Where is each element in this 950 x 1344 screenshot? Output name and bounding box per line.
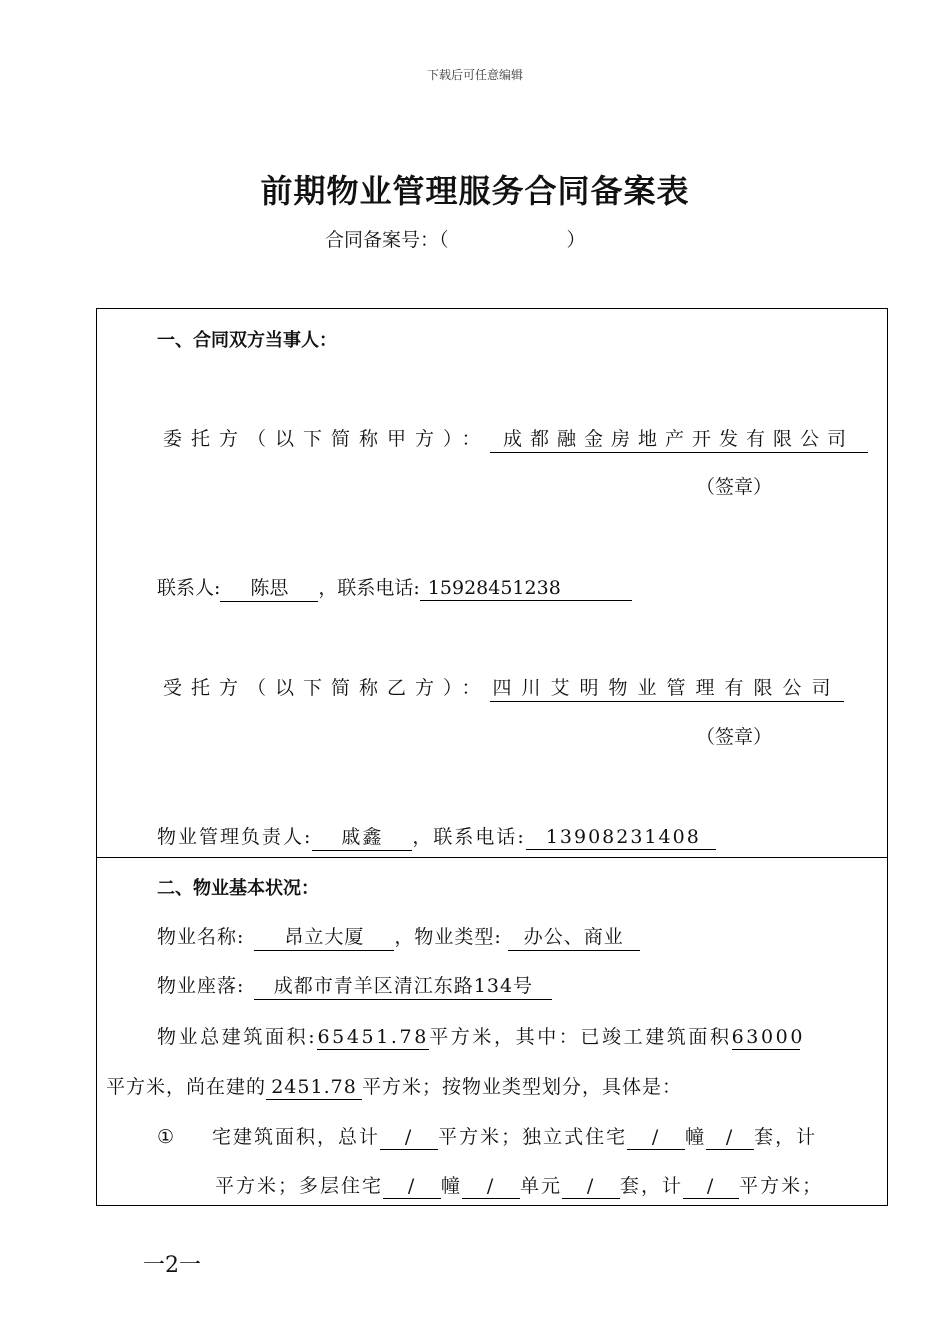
manager-phone-label: ，联系电话: bbox=[412, 826, 526, 848]
header-note: 下载后可任意编辑 bbox=[426, 68, 523, 82]
item1-detached-units: / bbox=[706, 1126, 754, 1150]
total-area-label: 物业总建筑面积: bbox=[157, 1026, 318, 1048]
property-location-label: 物业座落: bbox=[157, 975, 245, 997]
item1-line2-d: 套，计 bbox=[620, 1175, 684, 1197]
item1-text-c: 幢 bbox=[685, 1126, 707, 1148]
manager-phone: 13908231408 bbox=[526, 826, 716, 850]
area-detail-row bbox=[106, 1072, 682, 1100]
record-number-label: 合同备案号： bbox=[325, 229, 440, 251]
seal-a: （签章） bbox=[696, 476, 773, 498]
property-name-value: 昂立大厦 bbox=[254, 922, 394, 951]
seal-b: （签章） bbox=[696, 726, 773, 748]
contact-row bbox=[157, 573, 632, 602]
total-area-unit: 平方米，其中：已竣工建筑面积 bbox=[429, 1026, 732, 1048]
multi-storey-sections: / bbox=[462, 1175, 520, 1199]
property-name-label: 物业名称: bbox=[157, 926, 245, 948]
party-b-name: 四川艾明物业管理有限公司 bbox=[490, 673, 844, 702]
item1-line2-b: 幢 bbox=[441, 1175, 463, 1197]
total-area-value: 65451.78 bbox=[317, 1026, 429, 1048]
contact-phone: 15928451238 bbox=[420, 577, 632, 601]
area-detail-unit: 平方米，尚在建的 bbox=[106, 1076, 267, 1098]
property-name-row bbox=[157, 922, 640, 951]
item1-total-blank: / bbox=[380, 1126, 438, 1150]
area-detail-tail: 平方米；按物业类型划分，具体是： bbox=[362, 1076, 683, 1098]
item1-text-d: 套，计 bbox=[754, 1126, 818, 1148]
completed-area-value: 63000 bbox=[731, 1026, 806, 1048]
manager-name: 戚鑫 bbox=[312, 822, 412, 851]
party-a-label: 委托方（以下简称甲方）： bbox=[163, 428, 490, 450]
building-area-value: 2451.78 bbox=[266, 1076, 362, 1100]
property-location-row bbox=[157, 971, 552, 1000]
item1-line2-row bbox=[215, 1171, 823, 1199]
item1-line2-c: 单元 bbox=[520, 1175, 563, 1197]
property-location-value: 成都市青羊区清江东路134号 bbox=[254, 971, 552, 1000]
party-a-row bbox=[163, 424, 868, 453]
contact-name: 陈思 bbox=[220, 573, 318, 602]
record-number-open: （ bbox=[439, 229, 449, 251]
party-b-label: 受托方（以下简称乙方）： bbox=[163, 677, 490, 699]
record-number-close: ） bbox=[566, 229, 586, 251]
section-divider bbox=[96, 857, 888, 858]
section1-heading: 一、合同双方当事人： bbox=[157, 330, 337, 351]
party-b-row bbox=[163, 673, 844, 702]
multi-storey-area: / bbox=[683, 1175, 739, 1199]
record-number bbox=[325, 225, 586, 252]
contact-phone-label: ，联系电话: bbox=[318, 577, 420, 599]
multi-storey-units: / bbox=[562, 1175, 620, 1199]
item1-detached-buildings: / bbox=[627, 1126, 685, 1150]
manager-label: 物业管理负责人: bbox=[157, 826, 313, 848]
item1-text-b: 平方米；独立式住宅 bbox=[438, 1126, 628, 1148]
property-type-label: ，物业类型: bbox=[394, 926, 502, 948]
contact-label: 联系人: bbox=[157, 577, 221, 599]
item1-line2-e: 平方米； bbox=[739, 1175, 824, 1197]
item1-row bbox=[157, 1122, 817, 1150]
property-type-value: 办公、商业 bbox=[508, 922, 640, 951]
manager-row bbox=[157, 822, 716, 851]
total-area-row bbox=[157, 1022, 806, 1050]
item1-line2-a: 平方米；多层住宅 bbox=[215, 1175, 384, 1197]
item1-marker: ① bbox=[157, 1126, 177, 1148]
section2-heading: 二、物业基本状况： bbox=[157, 878, 319, 899]
multi-storey-buildings: / bbox=[383, 1175, 441, 1199]
document-title: 前期物业管理服务合同备案表 bbox=[260, 172, 690, 210]
party-a-name: 成都融金房地产开发有限公司 bbox=[490, 424, 868, 453]
item1-text-a: 宅建筑面积，总计 bbox=[212, 1126, 381, 1148]
page-number: 一2一 bbox=[143, 1253, 201, 1278]
